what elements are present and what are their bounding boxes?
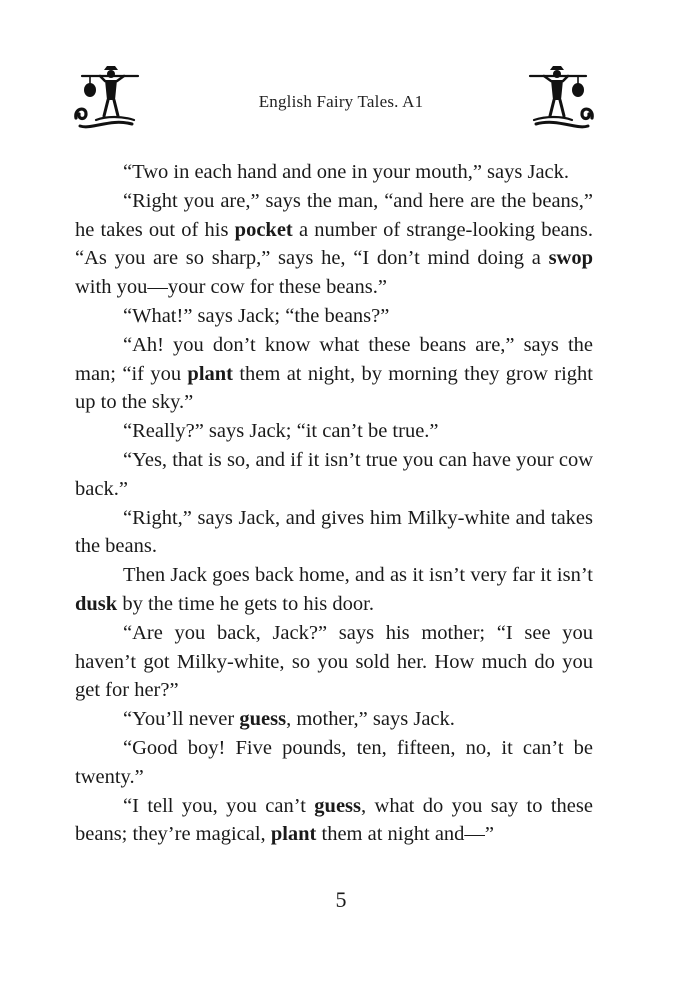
text-run: “Right you are,” says the man, “and here are the beans,” he takes out of his (75, 189, 593, 241)
story-text (75, 158, 593, 849)
paragraph (75, 158, 593, 187)
text-run: “What!” says Jack; “the beans?” (123, 304, 390, 327)
text-run: , what do you say to these beans; they’re magical, (75, 794, 593, 846)
text-run: “Two in each hand and one in your mouth,” says Jack. (123, 161, 570, 183)
vocabulary-word: swop (548, 247, 593, 270)
vocabulary-word: plant (187, 362, 233, 385)
text-run: with you—your cow for these beans.” (75, 276, 387, 299)
text-run: by the time he gets to his door. (117, 592, 374, 615)
paragraph (75, 302, 593, 331)
paragraph (75, 417, 593, 446)
vocabulary-word: guess (239, 708, 287, 731)
vocabulary-word: plant (270, 823, 317, 846)
paragraph (75, 561, 593, 619)
text-run: “Are you back, Jack?” says his mother; “I see you haven’t got Milky-white, so you sold her. How much do you get for her?” (75, 621, 593, 702)
paragraph (75, 446, 593, 504)
text-run: “Really?” says Jack; “it can’t be true.” (123, 420, 439, 443)
paragraph (75, 705, 593, 734)
jack-carrying-bundle-icon (528, 64, 596, 134)
text-run: , mother,” says Jack. (286, 708, 455, 731)
text-run: “Yes, that is so, and if it isn’t true you can have your cow back.” (75, 448, 593, 500)
text-run: “Ah! you don’t know what these beans are,” says the man; “if you (75, 333, 593, 385)
paragraph (75, 792, 593, 850)
paragraph (75, 331, 593, 417)
text-run: “I tell you, you can’t (123, 794, 315, 817)
text-run: “You’ll never (123, 708, 240, 731)
page-header (0, 62, 682, 142)
running-header-title: English Fairy Tales. A1 (258, 92, 424, 111)
vocabulary-word: guess (314, 794, 362, 817)
text-run: “Right,” says Jack, and gives him Milky-white and takes the beans. (75, 506, 593, 558)
paragraph (75, 734, 593, 792)
text-run: them at night, by morning they grow right up to the sky.” (75, 362, 593, 414)
text-run: them at night and—” (316, 823, 495, 846)
text-run: a number of strange-looking beans. “As you are so sharp,” says he, “I don’t mind doing a (75, 218, 594, 270)
text-run: Then Jack goes back home, and as it isn’t very far it isn’t (123, 564, 593, 587)
vocabulary-word: dusk (75, 592, 118, 615)
paragraph (75, 619, 593, 705)
vocabulary-word: pocket (234, 218, 293, 241)
paragraph (75, 504, 593, 562)
text-run: “Good boy! Five pounds, ten, fifteen, no, it can’t be twenty.” (75, 736, 593, 788)
paragraph (75, 187, 593, 302)
page-number: 5 (335, 887, 347, 912)
